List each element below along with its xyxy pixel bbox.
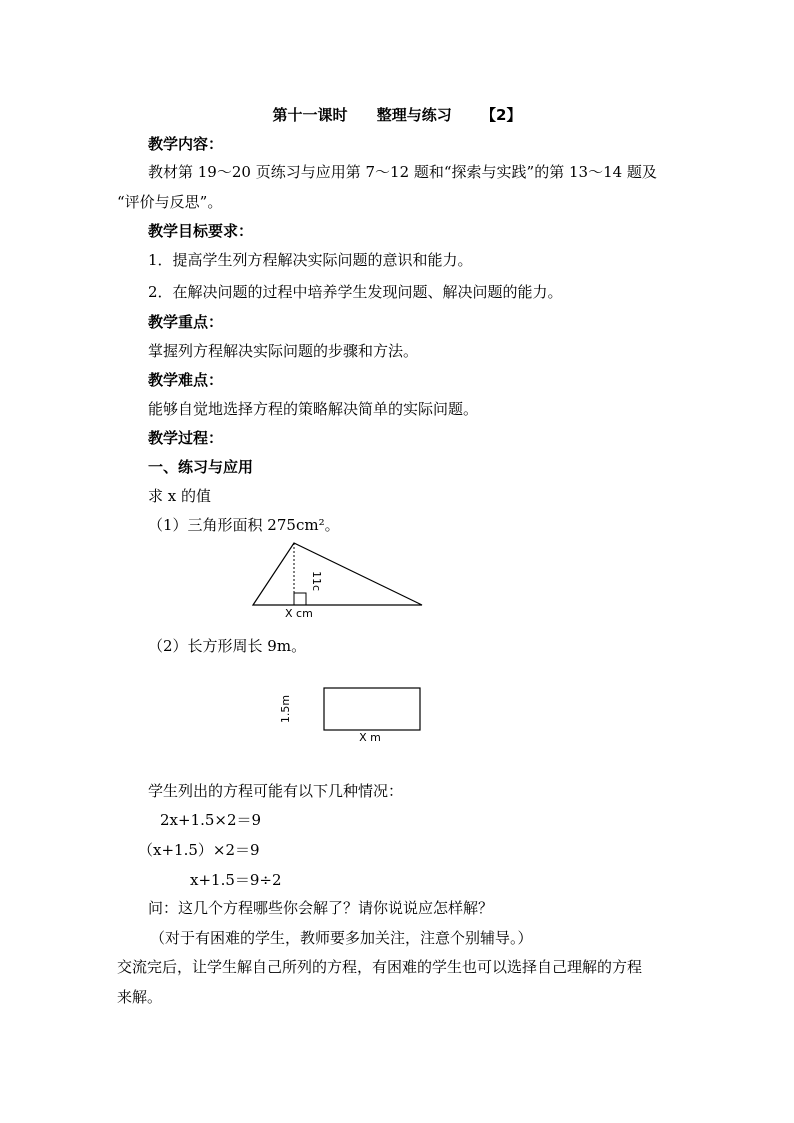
question-2: （2）长方形周长 9m。 xyxy=(148,637,307,655)
content-heading: 教学内容： xyxy=(148,135,224,153)
content-line-1: 教材第 19～20 页练习与应用第 7～12 题和“探索与实践”的第 13～14 题及 xyxy=(148,163,657,181)
triangle-base-label: X cm xyxy=(285,607,313,620)
triangle-height-label: 11c xyxy=(310,571,323,592)
rectangle-width-label: 1.5m xyxy=(279,694,292,724)
title-lesson: 第十一课时 xyxy=(272,106,348,124)
rectangle-length-label: X m xyxy=(359,731,381,744)
equation-1: 2x+1.5×2＝9 xyxy=(160,811,262,829)
closing-line-2: 来解。 xyxy=(117,988,163,1006)
question-text: 问：这几个方程哪些你会解了？请你说说应怎样解？ xyxy=(148,899,494,917)
question-1: （1）三角形面积 275cm²。 xyxy=(148,516,340,534)
rectangle-figure xyxy=(272,678,432,748)
intro-equations: 学生列出的方程可能有以下几种情况： xyxy=(148,782,404,800)
goals-heading: 教学目标要求： xyxy=(148,222,254,240)
key-heading: 教学重点： xyxy=(148,313,224,331)
equation-3: x+1.5＝9÷2 xyxy=(190,871,282,889)
content-line-2: “评价与反思”。 xyxy=(117,193,223,211)
goal-2: 2．在解决问题的过程中培养学生发现问题、解决问题的能力。 xyxy=(148,283,563,301)
teacher-note: （对于有困难的学生，教师要多加关注，注意个别辅导。） xyxy=(150,929,533,947)
key-text: 掌握列方程解决实际问题的步骤和方法。 xyxy=(148,342,419,360)
right-angle-mark xyxy=(294,593,306,605)
difficulty-text: 能够自觉地选择方程的策略解决简单的实际问题。 xyxy=(148,400,479,418)
title-number: 【2】 xyxy=(481,106,522,124)
rectangle-shape xyxy=(324,688,420,730)
equation-2: （x+1.5）×2＝9 xyxy=(138,841,260,859)
closing-line-1: 交流完后，让学生解自己所列的方程，有困难的学生也可以选择自己理解的方程 xyxy=(117,958,643,976)
find-x-text: 求 x 的值 xyxy=(148,487,211,505)
triangle-shape xyxy=(253,543,422,605)
part1-heading: 一、练习与应用 xyxy=(148,458,254,476)
triangle-figure xyxy=(245,538,430,623)
difficulty-heading: 教学难点： xyxy=(148,371,224,389)
page-title xyxy=(0,104,794,125)
goal-1: 1．提高学生列方程解决实际问题的意识和能力。 xyxy=(148,251,473,269)
process-heading: 教学过程： xyxy=(148,429,224,447)
title-topic: 整理与练习 xyxy=(376,106,452,124)
